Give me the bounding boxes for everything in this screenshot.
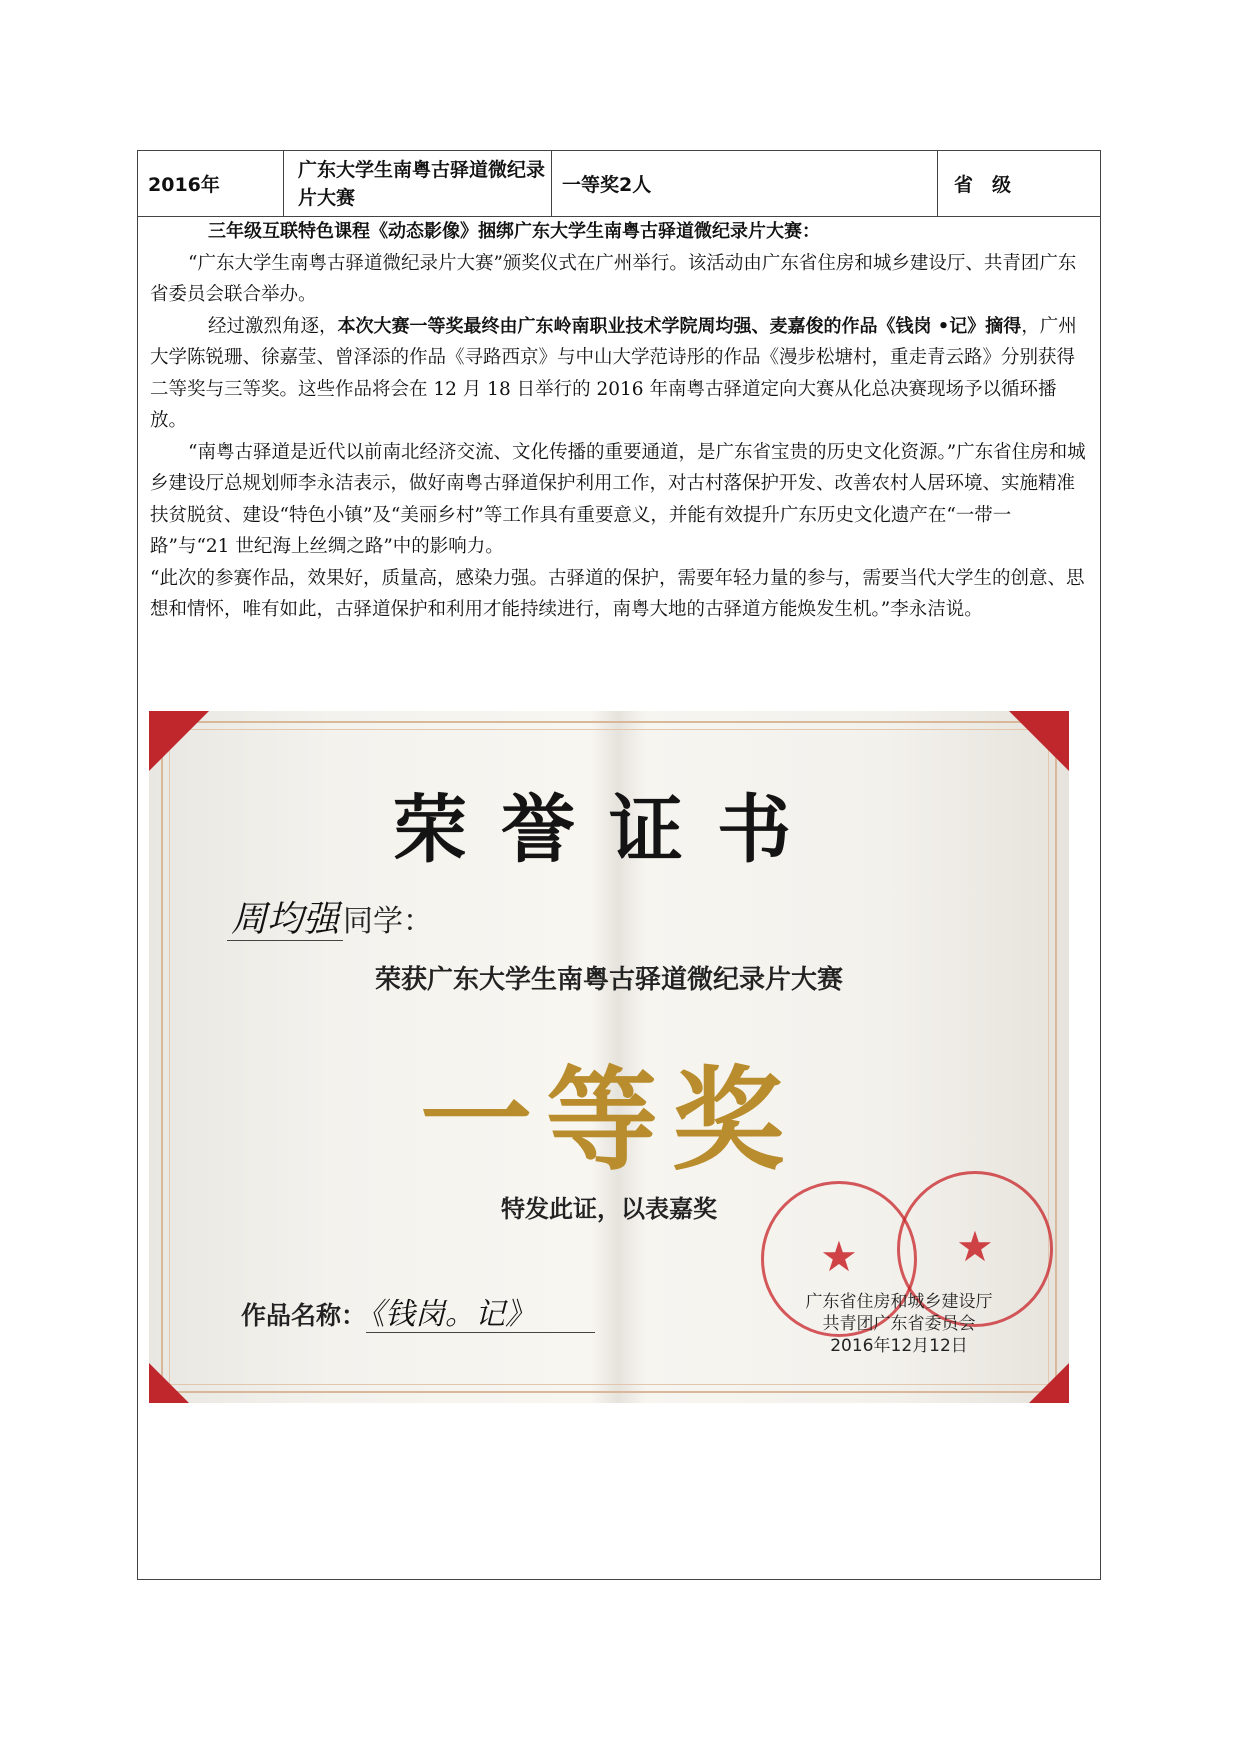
recipient-suffix: 同学：	[343, 904, 434, 939]
article-paragraph-3: “南粤古驿道是近代以前南北经济交流、文化传播的重要通道，是广东省宝贵的历史文化资源。”广东省住房和城乡建设厅总规划师李永洁表示，做好南粤古驿道保护利用工作，对古村落保护开发、改善农村人居环境、实施精准扶贫脱贫、建设“特色小镇”及“美丽乡村”等工作具有重要意义，并能有效提升广东历史文化遗产在“一带一路”与“21 世纪海上丝绸之路”中的影响力。	[150, 441, 1086, 557]
table-header-row	[138, 151, 1100, 217]
issue-line: 特发此证，以表嘉奖	[501, 1195, 717, 1223]
article-title: 三年级互联特色课程《动态影像》捆绑广东大学生南粤古驿道微纪录片大赛：	[208, 221, 820, 242]
article-paragraph-2	[150, 311, 1088, 437]
recipient-name: 周均强	[227, 899, 343, 941]
ribbon-corner-top-left	[149, 711, 209, 771]
ribbon-corner-bottom-left	[149, 1363, 189, 1403]
issuer-2: 共青团广东省委员会	[822, 1314, 976, 1334]
recipient-line	[227, 891, 433, 942]
p2-lead: 经过激烈角逐，	[208, 315, 338, 337]
award-line: 荣获广东大学生南粤古驿道微纪录片大赛	[374, 965, 843, 995]
award-cell: 一等奖2人	[552, 151, 938, 216]
work-label: 作品名称：	[241, 1301, 367, 1330]
certificate-title: 荣誉证书	[393, 787, 825, 873]
year-cell: 2016年	[138, 151, 284, 216]
competition-cell: 广东大学生南粤古驿道微纪录片大赛	[284, 151, 552, 216]
issue-date: 2016年12月12日	[830, 1336, 968, 1356]
article-paragraph-1: “广东大学生南粤古驿道微纪录片大赛”颁奖仪式在广州举行。该活动由广东省住房和城乡建设厅、共青团广东省委员会联合举办。	[150, 252, 1077, 305]
work-name: 《钱岗。记》	[366, 1297, 595, 1333]
ribbon-corner-bottom-right	[1029, 1363, 1069, 1403]
level-cell: 省 级	[954, 174, 1012, 196]
work-line	[241, 1289, 595, 1333]
issuer-block	[789, 1291, 1009, 1357]
prize-text: 一等奖	[420, 1055, 798, 1186]
document-table	[137, 150, 1101, 1580]
issuer-1: 广东省住房和城乡建设厅	[805, 1292, 993, 1312]
certificate-photo	[149, 711, 1069, 1403]
ribbon-corner-top-right	[1009, 711, 1069, 771]
p2-rest: ，广州大学陈锐珊、徐嘉莹、曾泽添的作品《寻路西京》与中山大学范诗彤的作品《漫步松塘村，重走青云路》分别获得二等奖与三等奖。这些作品将会在 12 月 18 日举行的 2016 年南粤古驿道定向大赛从化总决赛现场予以循环播放。	[150, 315, 1077, 431]
p2-bold: 本次大赛一等奖最终由广东岭南职业技术学院周均强、麦嘉俊的作品《钱岗 •记》摘得	[337, 315, 1022, 337]
article-body	[138, 216, 1100, 626]
article-paragraph-4: “此次的参赛作品，效果好，质量高，感染力强。古驿道的保护，需要年轻力量的参与，需要当代大学生的创意、思想和情怀，唯有如此，古驿道保护和利用才能持续进行，南粤大地的古驿道方能焕发生机。”李永洁说。	[150, 567, 1085, 620]
